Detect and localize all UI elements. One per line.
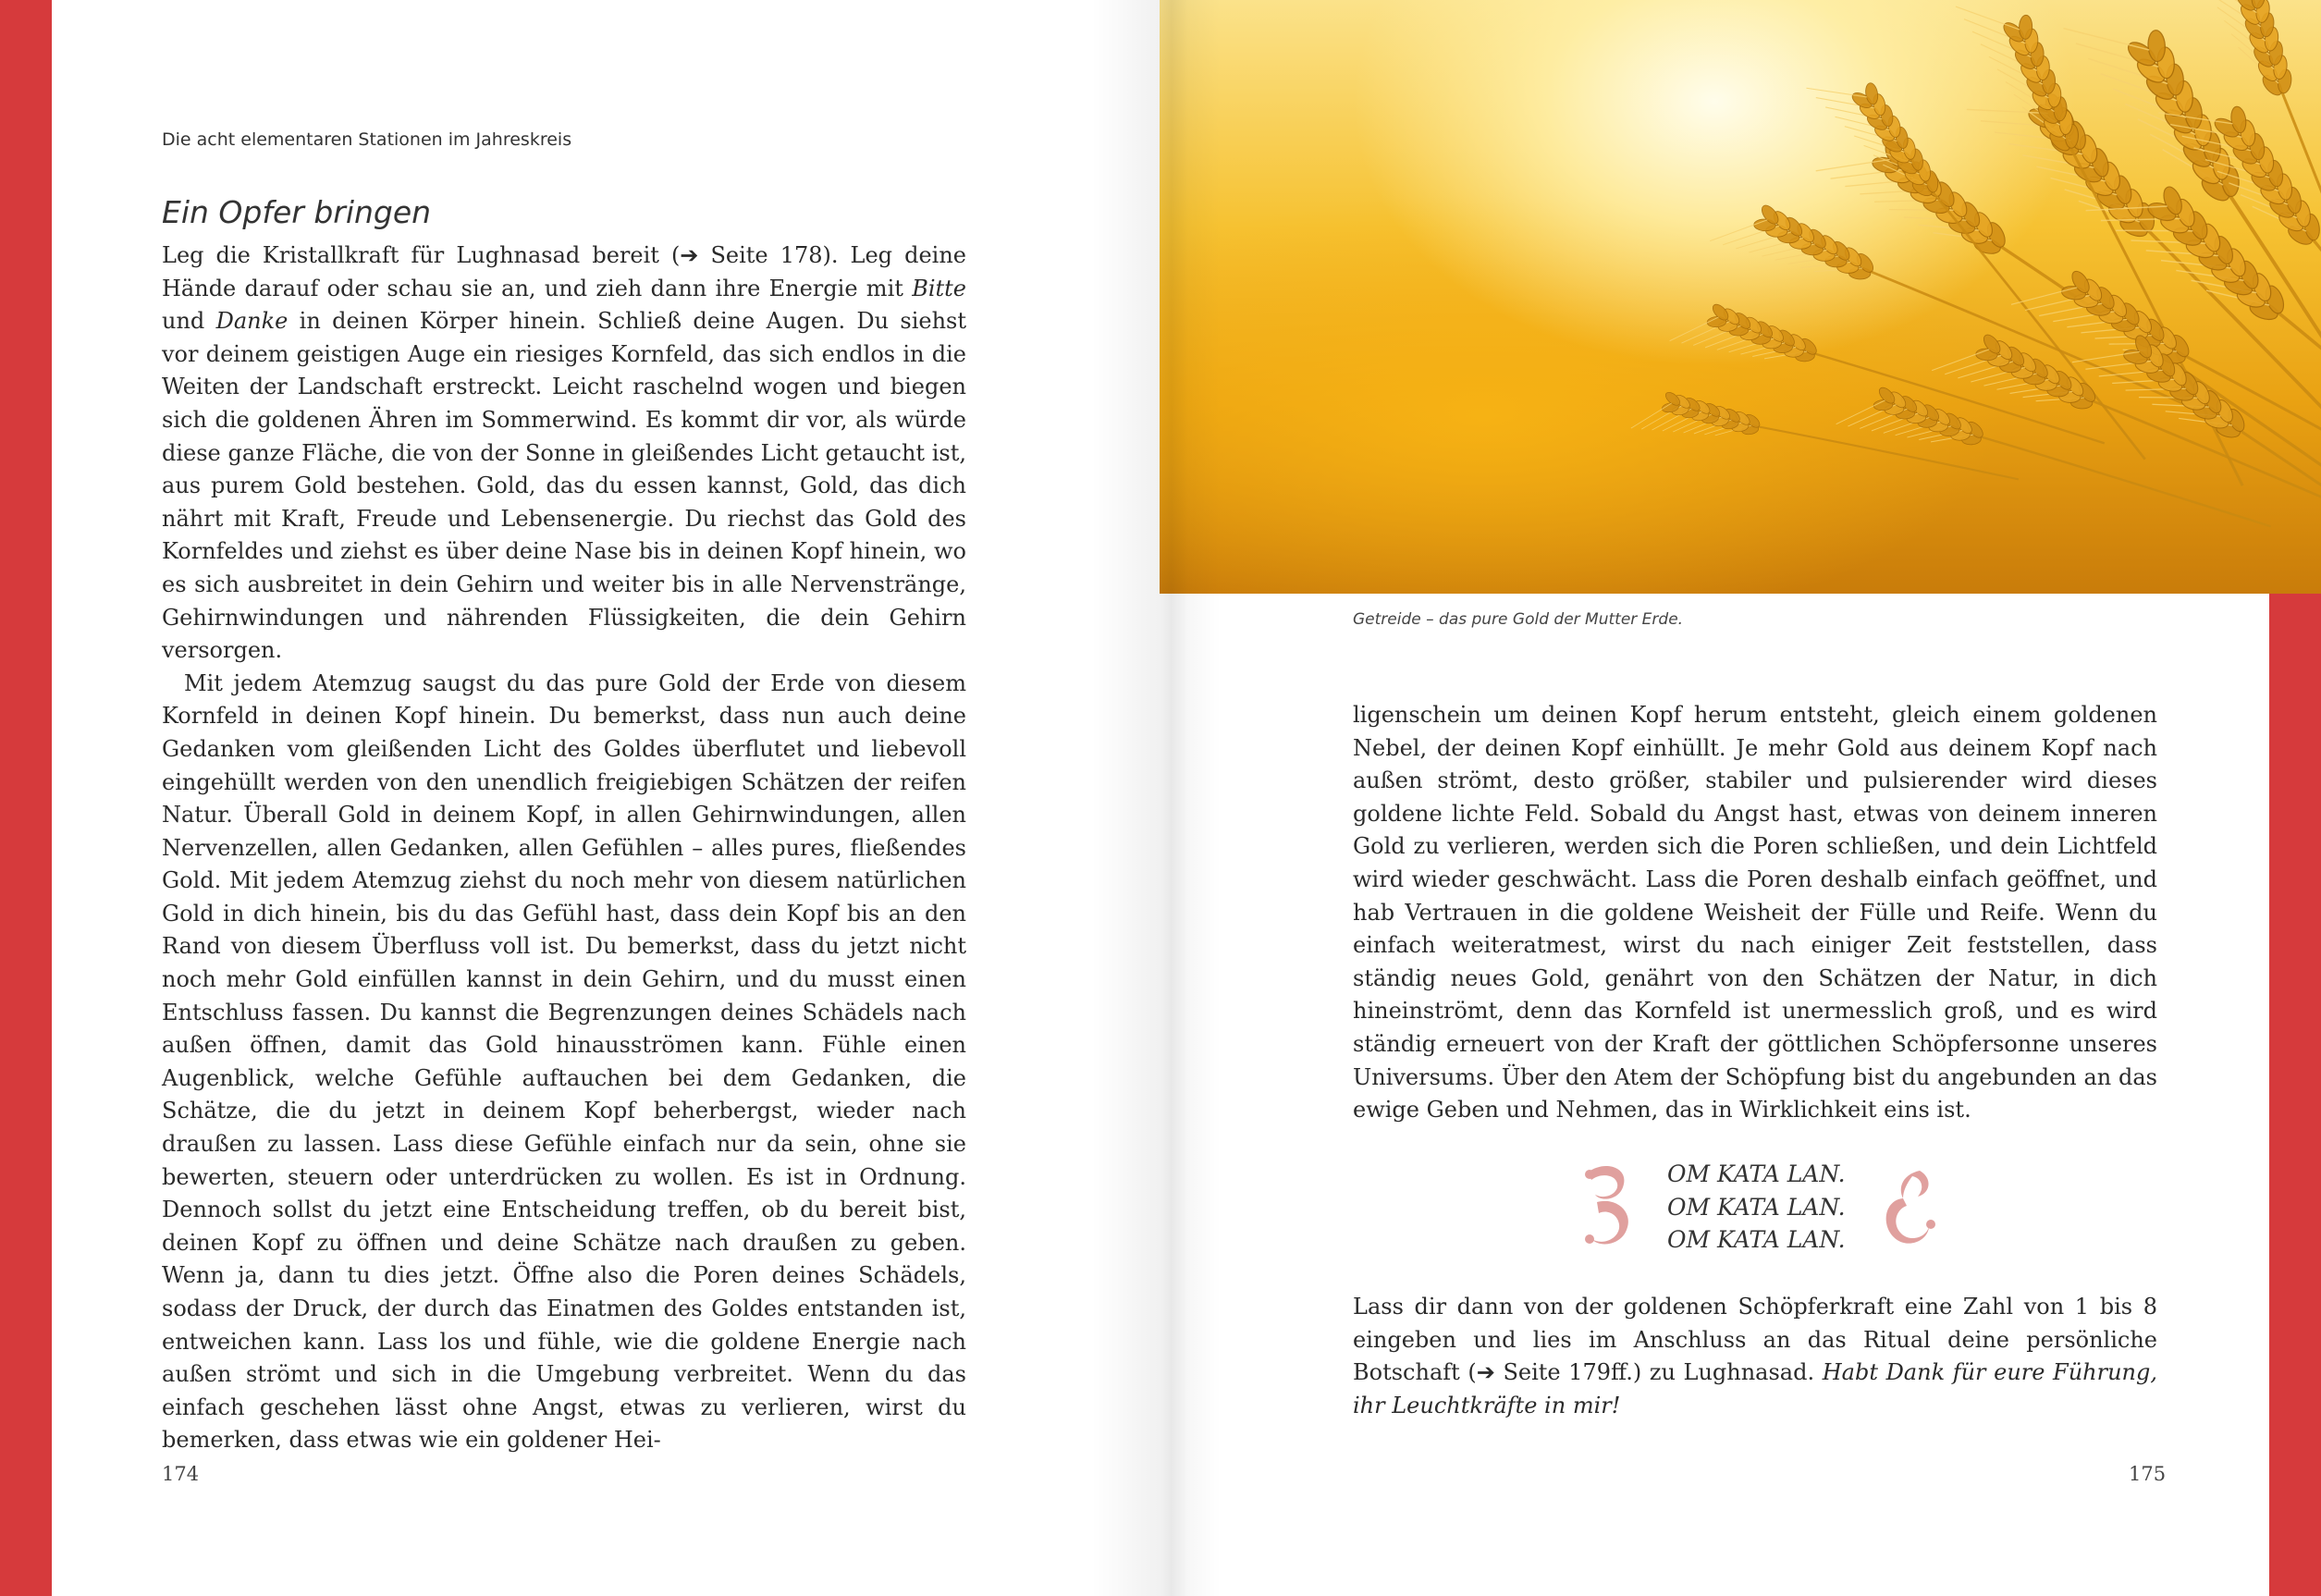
mantra-line: OM KATA LAN.: [1667, 1160, 1846, 1187]
left-paragraph-2: Mit jedem Atemzug saugst du das pure Gold der Erde von diesem Kornfeld in deinen Kopf hinein. Du bemerkst, dass nun auch deine Gedanken vom gleißenden Licht des Goldes überflutet und liebevoll eingehüllt werden von den unendlich freigiebigen Schätzen der reifen Natur. Überall Gold in deinem Kopf, in allen Gehirnwindungen, allen Nervenzellen, allen Gedanken, allen Gefühlen – alles pures, fließendes Gold. Mit jedem Atemzug ziehst du noch mehr von diesem natürlichen Gold in dich hinein, bis du das Gefühl hast, dass dein Kopf bis an den Rand von diesem Überfluss voll ist. Du bemerkst, dass du jetzt nicht noch mehr Gold einfüllen kannst in dein Gehirn, und du musst einen Entschluss fassen. Du kannst die Begrenzungen deines Schädels nach außen öffnen, damit das Gold hinausströmen kann. Fühle einen Augenblick, welche Gefühle auftauchen bei dem Gedanken, die Schätze, die du jetzt in deinem Kopf beherbergst, wieder nach draußen zu lassen. Lass diese Gefühle einfach nur da sein, ohne sie bewerten, steuern oder unterdrücken zu wollen. Es ist in Ordnung. Dennoch sollst du jetzt eine Entscheidung treffen, ob du bereit bist, deinen Kopf zu öffnen und deine Schätze nach draußen zu geben. Wenn ja, dann tu dies jetzt. Öffne also die Poren deines Schädels, sodass der Druck, der durch das Einatmen des Goldes entstanden ist, entweichen kann. Lass los und fühle, wie die goldene Energie nach außen strömt und sich in die Umgebung verbreitet. Wenn du das einfach geschehen lässt ohne Angst, etwas zu verlieren, wirst du bemerken, dass etwas wie ein goldener Hei-: [162, 669, 966, 1454]
page-number-left: 174: [162, 1463, 200, 1485]
emphasis-text: Bitte: [912, 275, 966, 301]
right-red-edge: [2269, 592, 2321, 1596]
mantra-line: OM KATA LAN.: [1667, 1193, 1846, 1221]
left-red-edge: [0, 0, 52, 1596]
text-run: Leg die Kristallkraft für Lughnasad bereit (➔ Seite 178). Leg deine Hände darauf oder schau sie an, und zieh dann ihre Energie mit: [162, 242, 966, 301]
ornament-right-icon: [1875, 1160, 1940, 1252]
text-run: und: [162, 308, 216, 335]
wheat-stalks-illustration: [1160, 0, 2321, 594]
text-run: Lass dir dann von der goldenen Schöpferkraft eine Zahl von 1 bis 8 eingeben und lies im Anschluss an das Ritual deine persönliche Botschaft (➔ Seite 179ff.) zu Lughnasad.: [1353, 1294, 2157, 1386]
page-number-right: 175: [2129, 1463, 2167, 1485]
mantra-line: OM KATA LAN.: [1667, 1226, 1846, 1253]
left-paragraph-1: [162, 239, 966, 668]
emphasis-text: Danke: [215, 308, 289, 335]
right-paragraph-1: ligenschein um deinen Kopf herum entsteht, gleich einem goldenen Nebel, der deinen Kopf einhüllt. Je mehr Gold aus deinem Kopf nach außen strömt, desto größer, stabiler und pulsierender wird dieses goldene lichte Feld. Sobald du Angst hast, etwas von deinem inneren Gold zu verlieren, werden sich die Poren schließen, und dein Lichtfeld wird wieder geschwächt. Lass die Poren deshalb einfach geöffnet, und hab Vertrauen in die goldene Weisheit der Fülle und Reife. Wenn du einfach weiteratmest, wirst du nach einiger Zeit feststellen, dass ständig neues Gold, genährt von den Schätzen der Natur, in dich hineinströmt, denn das Kornfeld ist unermesslich groß, und es wird ständig erneuert von der Kraft der göttlichen Schöpfersonne unseres Universums. Über den Atem der Schöpfung bist du angebunden an das ewige Geben und Nehmen, das in Wirklichkeit eins ist.: [1353, 702, 2157, 1123]
running-head: Die acht elementaren Stationen im Jahreskreis: [162, 129, 572, 150]
right-body-text: [1353, 699, 2157, 1127]
wheat-field-photo: [1160, 0, 2321, 594]
text-run: in deinen Körper hinein. Schließ deine Augen. Du siehst vor deinem geistigen Auge ein riesiges Kornfeld, das sich endlos in die Weiten der Landschaft erstreckt. Leicht raschelnd wogen und biegen sich die goldenen Ähren im Sommerwind. Es kommt dir vor, als würde diese ganze Fläche, die von der Sonne in gleißendes Licht getaucht ist, aus purem Gold bestehen. Gold, das du essen kannst, Gold, das dich nährt mit Kraft, Freude und Lebensenergie. Du riechst das Gold des Kornfeldes und ziehst es über deine Nase bis in deinen Kopf hinein, wo es sich ausbreitet in dein Gehirn und weiter bis in alle Nervenstränge, Gehirnwindungen und nährenden Flüssigkeiten, die dein Gehirn versorgen.: [162, 308, 966, 664]
section-title: Ein Opfer bringen: [162, 194, 432, 230]
ornament-left-icon: [1577, 1160, 1641, 1252]
left-body-text: [162, 239, 966, 1457]
photo-caption: Getreide – das pure Gold der Mutter Erde.: [1353, 610, 1684, 629]
emphasis-text: Habt Dank für eure Führung, ihr Leuchtkräfte in mir!: [1353, 1359, 2158, 1418]
closing-paragraph: [1353, 1291, 2157, 1422]
mantra-block: [1667, 1158, 1846, 1257]
